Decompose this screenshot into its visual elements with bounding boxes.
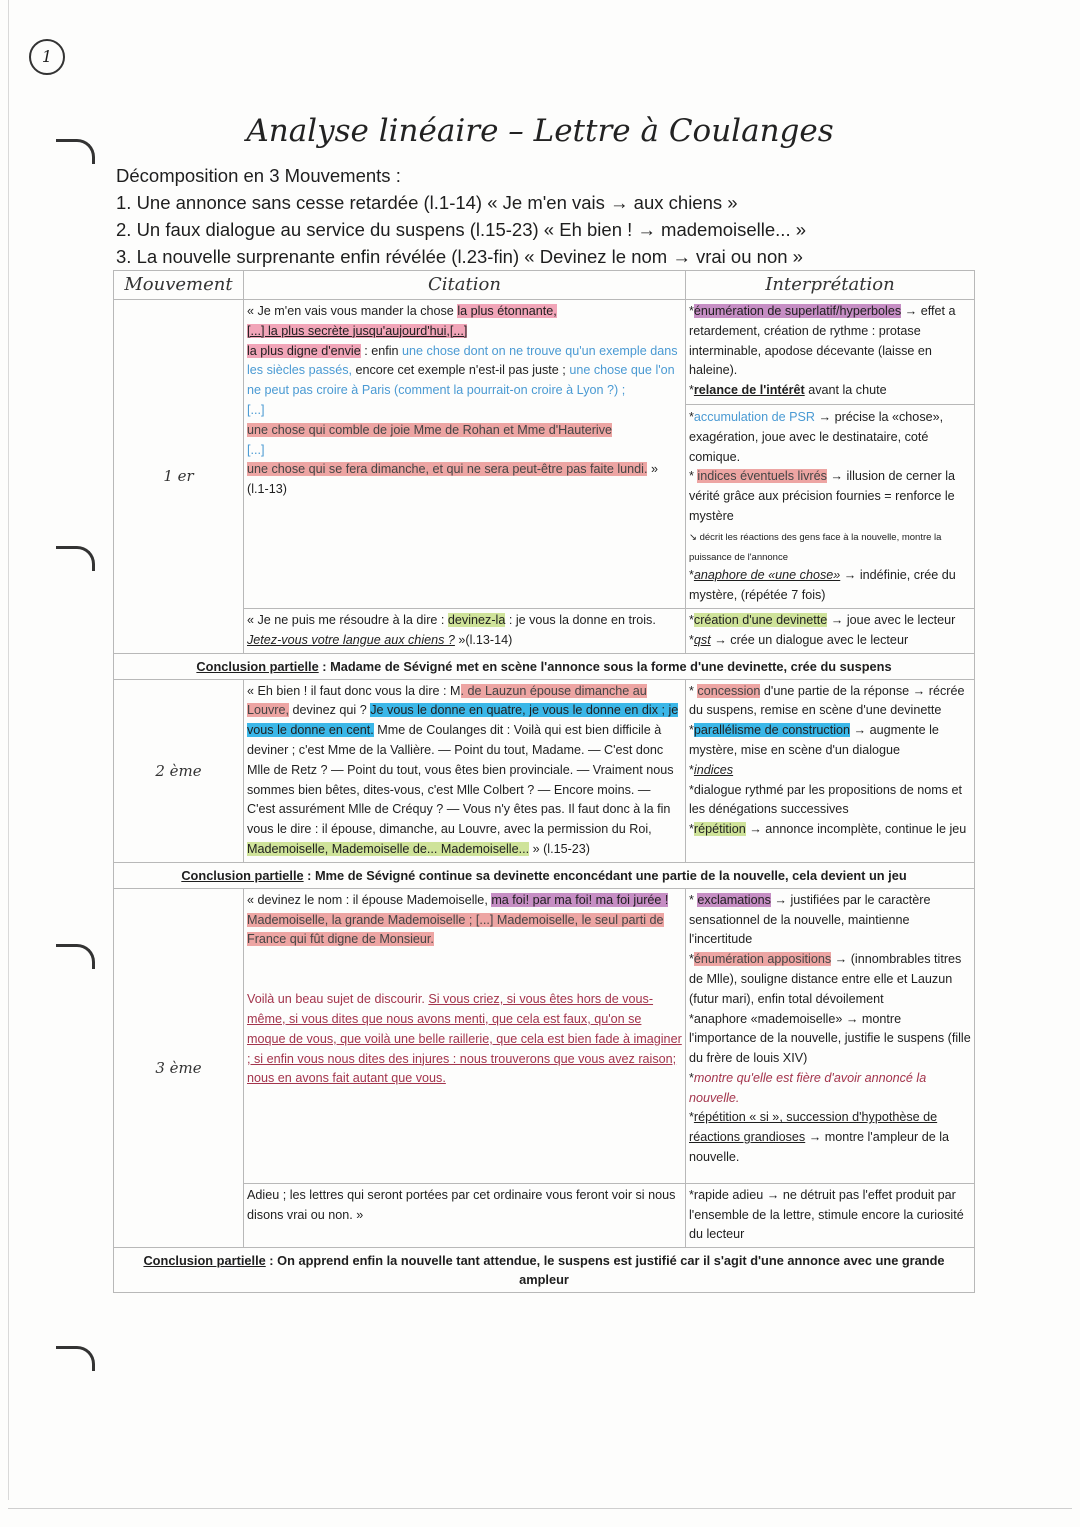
movement-3-label: 3 ème bbox=[114, 888, 244, 1247]
text-span: → joue avec le lecteur bbox=[827, 612, 956, 627]
psr-text: une chose que l'on ne peut pas croire à Paris (comment la pourrait-on croire à Lyon ?) ; bbox=[247, 363, 675, 398]
conclusion-label: Conclusion partielle bbox=[181, 867, 304, 883]
highlight-superlative: [...] la plus secrète jusqu'aujourd'hui,[...] bbox=[247, 323, 468, 338]
cell-divider bbox=[686, 404, 974, 405]
text-span: → illusion de cerner la vérité grâce aux précision fournies = renforce le mystère bbox=[689, 469, 956, 523]
highlight-devinette-term: création d'une devinette bbox=[693, 612, 828, 627]
text-span: d'une partie de la réponse → récrée du suspens, remise en scène d'une devinette bbox=[689, 683, 965, 718]
text-span: → indéfinie, crée du mystère, (répétée 7 fois) bbox=[689, 568, 956, 603]
highlight-superlative: la plus digne d'envie bbox=[247, 343, 361, 358]
text-span: : enfin bbox=[360, 343, 403, 358]
highlight-concession: . de Lauzun épouse dimanche au Louvre, bbox=[247, 683, 647, 718]
anaphora-term: anaphore de «une chose» bbox=[693, 568, 841, 583]
page-title: Analyse linéaire – Lettre à Coulanges bbox=[246, 113, 834, 149]
binder-hole-mark bbox=[56, 1346, 95, 1371]
repetition-term: répétition « si », succession d'hypothèse de réactions grandioses bbox=[689, 1110, 938, 1145]
ellipsis: [...] bbox=[247, 402, 265, 417]
m3-interpretation-2: *rapide adieu → ne détruit pas l'effet produit par l'ensemble de la lettre, stimule encore la curiosité du lecteur bbox=[686, 1183, 975, 1247]
binder-hole-mark bbox=[56, 944, 95, 969]
intro-section bbox=[116, 162, 976, 270]
conclusion-row-3 bbox=[114, 1248, 975, 1293]
page-bottom-edge bbox=[8, 1508, 1072, 1509]
psr-term: accumulation de PSR bbox=[693, 409, 816, 424]
highlight-figure: énumération de superlatif/hyperboles bbox=[693, 304, 902, 318]
header-citation: Citation bbox=[244, 271, 686, 300]
highlight-indice: une chose qui comble de joie Mme de Rohan et Mme d'Hauterive bbox=[247, 422, 613, 437]
highlight-exclamation-term: exclamations bbox=[697, 892, 771, 907]
m1-citation-1 bbox=[244, 300, 686, 609]
m1-interpretation-1: *énumération de superlatif/hyperboles → effet a retardement, création de rythme : protase interminable, apodose décevante (laisse en haleine). *relance de l'intérêt avant la chute *accumulation de PSR → précise la «chose», exagération, joue avec le destinataire, coté comique. * indices éventuels livrés → illusion de cerner la vérité grâce aux précision fournies = renforce le mystère ↘ décrit les réactions des gens face à la nouvelle, montre la puissance de l'annonce *anaphore de «une chose» → indéfinie, crée du mystère, (répétée 7 fois) bbox=[686, 300, 975, 609]
movement-1-summary: 1. Une annonce sans cesse retardée (l.1-14) « Je m'en vais → aux chiens » bbox=[116, 192, 738, 213]
text-span: → annonce incomplète, continue le jeu bbox=[745, 822, 967, 837]
movement-2-summary: 2. Un faux dialogue au service du suspens (l.15-23) « Eh bien ! → mademoiselle... » bbox=[116, 219, 807, 240]
movement-3-summary: 3. La nouvelle surprenante enfin révélée (l.23-fin) « Devinez le nom → vrai ou non » bbox=[116, 246, 803, 267]
partial-conclusion-2 bbox=[114, 862, 975, 888]
psr-text: une chose dont on ne trouve qu'un exemple dans les siècles passés, bbox=[247, 343, 678, 378]
text-span: → (innombrables titres de Mlle), souligne distance entre elle et Lauzun (futur mari), enfin total dévoilement bbox=[689, 952, 962, 1006]
line-ref: »(l.13-14) bbox=[454, 632, 513, 647]
highlight-exclamation: ma foi! par ma foi! ma foi jurée ! bbox=[491, 892, 669, 907]
highlight-parallelism-term: parallélisme de construction bbox=[693, 723, 851, 738]
text-span: → justifiées par le caractère sensationnel de la nouvelle, maintienne l'incertitude bbox=[689, 892, 931, 947]
question-term: qst bbox=[693, 632, 711, 647]
table-row-m2 bbox=[114, 679, 975, 862]
highlight-indice: une chose qui se fera dimanche, et qui ne sera peut-être pas faite lundi. bbox=[247, 462, 648, 477]
header-interpretation: Interprétation bbox=[686, 271, 975, 300]
text-span: avant la chute bbox=[804, 383, 887, 398]
conclusion-label: Conclusion partielle bbox=[196, 658, 319, 674]
m2-interpretation: * concession d'une partie de la réponse → récrée du suspens, remise en scène d'une devinette *parallélisme de construction → augmente le mystère, mise en scène d'un dialogue *indices *dialogue rythmé par les propositions de noms et les dénégations successives *répétition → annonce incomplète, continue le jeu bbox=[686, 679, 975, 862]
text-span: « Eh bien ! il faut donc vous la dire : M bbox=[247, 683, 461, 698]
partial-conclusion-1 bbox=[114, 653, 975, 679]
table-row-m1b bbox=[114, 608, 975, 653]
table-header-row bbox=[114, 271, 975, 300]
text-span: → crée un dialogue avec le lecteur bbox=[710, 632, 909, 647]
conclusion-text: : Mme de Sévigné continue sa devinette enconcédant une partie de la nouvelle, cela devient un jeu bbox=[303, 867, 907, 883]
movement-1-label: 1 er bbox=[114, 300, 244, 654]
line-ref: » (l.1-13) bbox=[247, 462, 658, 497]
text-span: Voilà un beau sujet de discourir. bbox=[247, 992, 429, 1007]
m1-interpretation-2: *création d'une devinette → joue avec le lecteur *qst → crée un dialogue avec le lecteur bbox=[686, 608, 975, 653]
question-text: Jetez-vous votre langue aux chiens ? bbox=[247, 632, 455, 647]
highlight-apposition-term: énumération appositions bbox=[693, 952, 832, 967]
hypothesis-text: Si vous criez, si vous êtes hors de vous-même, si vous dites que nous avons menti, que cela est faux, qu'on se moque de vous, que voilà une belle raillerie, que cela est bien fade à imaginer ; si enfin vous nous dites des injures : nous trouverons que vous avez raison; nous en avons fait autant que vous. bbox=[247, 992, 682, 1086]
page-number: 1 bbox=[29, 39, 65, 75]
conclusion-row-2 bbox=[114, 862, 975, 888]
conclusion-text: : Madame de Sévigné met en scène l'annonce sous la forme d'une devinette, crée du suspens bbox=[318, 658, 892, 674]
text-span: « Je ne puis me résoudre à la dire : bbox=[247, 612, 448, 627]
page-edge bbox=[8, 0, 9, 1500]
table-row-m1a bbox=[114, 300, 975, 609]
highlight-apposition: Mademoiselle, la grande Mademoiselle ; [...] Mademoiselle, le seul parti de France qui fût digne de Monsieur. bbox=[247, 912, 664, 947]
m3-citation-1 bbox=[244, 888, 686, 1183]
m1-citation-2 bbox=[244, 608, 686, 653]
text-span: devinez qui ? bbox=[289, 703, 371, 718]
conclusion-label: Conclusion partielle bbox=[143, 1253, 266, 1269]
conclusion-row-1 bbox=[114, 653, 975, 679]
highlight-superlative: la plus étonnante, bbox=[457, 304, 557, 318]
highlight-concession-term: concession bbox=[697, 683, 761, 698]
dialogue-text: Mme de Coulanges dit : Voilà qui est bien difficile à deviner ; c'est Mme de la Vallière. — Point du tout, Madame. — C'est donc Mlle de Retz ? — Point du tout, vous êtes bien provinciale. — Vraiment nous sommes bien bêtes, dites-vous, c'est Mlle Colbert ? — Encore moins. — C'est assurément Mlle de Créquy ? — Vous n'y êtes pas. Il faut donc à la fin vous le dire : il épouse, dimanche, au Louvre, avec la permission du Roi, bbox=[247, 723, 674, 837]
text-span: : je vous la donne en trois. bbox=[505, 612, 656, 627]
text-span: → précise la «chose», exagération, joue avec le destinataire, coté comique. bbox=[689, 409, 944, 464]
highlight-devinette: devinez-la bbox=[447, 612, 506, 627]
bold-term: relance de l'intérêt bbox=[693, 383, 805, 398]
pride-note: montre qu'elle est fière d'avoir annoncé la nouvelle. bbox=[689, 1070, 927, 1105]
highlight-parallelism: Je vous le donne en quatre, je vous le donne en dix ; je vous le donne en cent. bbox=[247, 703, 679, 738]
small-note: ↘ décrit les réactions des gens face à la nouvelle, montre la puissance de l'annonce bbox=[689, 531, 942, 563]
text-span: → effet a retardement, création de rythme : protase interminable, apodose décevante (laisse en haleine). bbox=[689, 304, 956, 378]
highlight-repetition: Mademoiselle, Mademoiselle de... Mademoiselle... bbox=[247, 841, 530, 856]
analysis-table bbox=[113, 270, 975, 1293]
text-span: encore cet exemple n'est-il pas juste ; bbox=[352, 363, 570, 378]
text-span: anaphore «mademoiselle» → montre l'importance de la nouvelle, justifie le suspens (fille du frère de louis XIV) bbox=[689, 1011, 971, 1066]
text-span: → montre l'ampleur de la nouvelle. bbox=[689, 1130, 950, 1165]
m3-citation-2: Adieu ; les lettres qui seront portées par cet ordinaire vous feront voir si nous disons vrai ou non. » bbox=[244, 1183, 686, 1247]
m3-interpretation-1: * exclamations → justifiées par le caractère sensationnel de la nouvelle, maintienne l'incertitude *énumération appositions → (innombrables titres de Mlle), souligne distance entre elle et Lauzun (futur mari), enfin total dévoilement *anaphore «mademoiselle» → montre l'importance de la nouvelle, justifie le suspens (fille du frère de louis XIV) *montre qu'elle est fière d'avoir annoncé la nouvelle. *répétition « si », succession d'hypothèse de réactions grandioses → montre l'ampleur de la nouvelle. bbox=[686, 888, 975, 1183]
conclusion-text: : On apprend enfin la nouvelle tant attendue, le suspens est justifié car il s'agit d'une annonce avec une grande ampleur bbox=[265, 1253, 945, 1288]
header-movement: Mouvement bbox=[114, 271, 244, 300]
ellipsis: [...] bbox=[247, 442, 265, 457]
highlight-indice-term: indices éventuels livrés bbox=[697, 469, 827, 484]
text-span: rapide adieu → ne détruit pas l'effet produit par l'ensemble de la lettre, stimule encore la curiosité du lecteur bbox=[689, 1187, 964, 1242]
line-ref: » (l.15-23) bbox=[529, 841, 590, 856]
indices-term: indices bbox=[693, 762, 734, 777]
table-row-m3b bbox=[114, 1183, 975, 1247]
table-row-m3a bbox=[114, 888, 975, 1183]
highlight-repetition-term: répétition bbox=[693, 822, 746, 837]
binder-hole-mark bbox=[56, 546, 95, 571]
partial-conclusion-3 bbox=[114, 1248, 975, 1293]
text-span: « devinez le nom : il épouse Mademoiselle, bbox=[247, 892, 492, 907]
m2-citation bbox=[244, 679, 686, 862]
text-span: dialogue rythmé par les propositions de noms et les dénégations successives bbox=[689, 782, 963, 817]
movement-2-label: 2 ème bbox=[114, 679, 244, 862]
intro-heading: Décomposition en 3 Mouvements : bbox=[116, 165, 401, 186]
text-span: « Je m'en vais vous mander la chose bbox=[247, 304, 458, 318]
text-span: → augmente le mystère, mise en scène d'un dialogue bbox=[689, 723, 939, 757]
